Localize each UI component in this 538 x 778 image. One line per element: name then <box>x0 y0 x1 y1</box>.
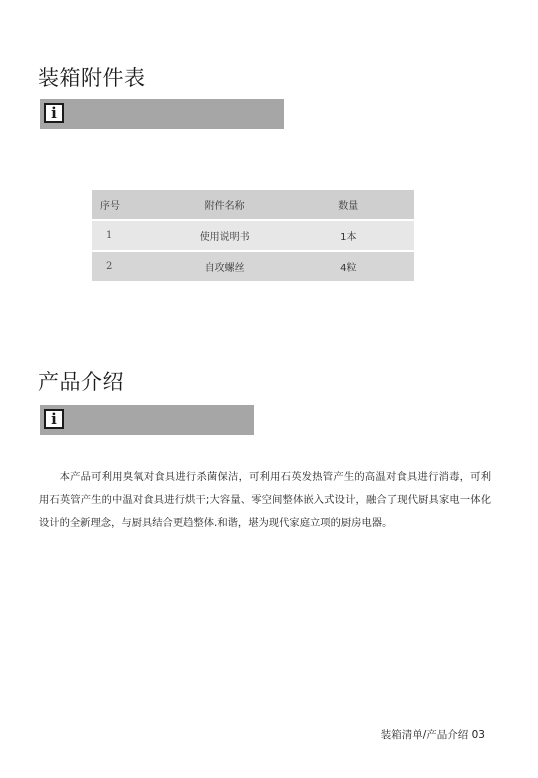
info-icon: i <box>44 409 64 429</box>
row-name: 自攻螺丝 <box>167 252 283 281</box>
page-footer: 装箱清单/产品介绍 03 <box>380 729 485 741</box>
header-qty: 数量 <box>283 190 414 221</box>
row-qty: 1本 <box>283 221 414 252</box>
accessories-table <box>92 190 414 281</box>
product-description: 本产品可利用臭氧对食具进行杀菌保洁，可利用石英发热管产生的高温对食具进行消毒，可利用石英管产生的中温对食具进行烘干;大容量、零空间整体嵌入式设计，融合了现代厨具家电一体化设计的全新理念，与厨具结合更趋整体.和谐，堪为现代家庭立项的厨房电器。 <box>39 471 491 529</box>
row-no: 2 <box>92 252 167 281</box>
header-name: 附件名称 <box>167 190 283 221</box>
product-heading: 产品介绍 <box>38 370 124 394</box>
row-no: 1 <box>92 221 167 252</box>
accessories-heading: 装箱附件表 <box>38 66 146 90</box>
table-row <box>92 221 414 252</box>
product-info-bar <box>40 405 254 435</box>
table-row <box>92 252 414 281</box>
row-name: 使用说明书 <box>167 221 283 252</box>
row-qty: 4粒 <box>283 252 414 281</box>
accessories-info-bar <box>40 99 284 129</box>
header-no: 序号 <box>92 190 167 221</box>
info-icon: i <box>44 103 64 123</box>
table-header-row <box>92 190 414 221</box>
